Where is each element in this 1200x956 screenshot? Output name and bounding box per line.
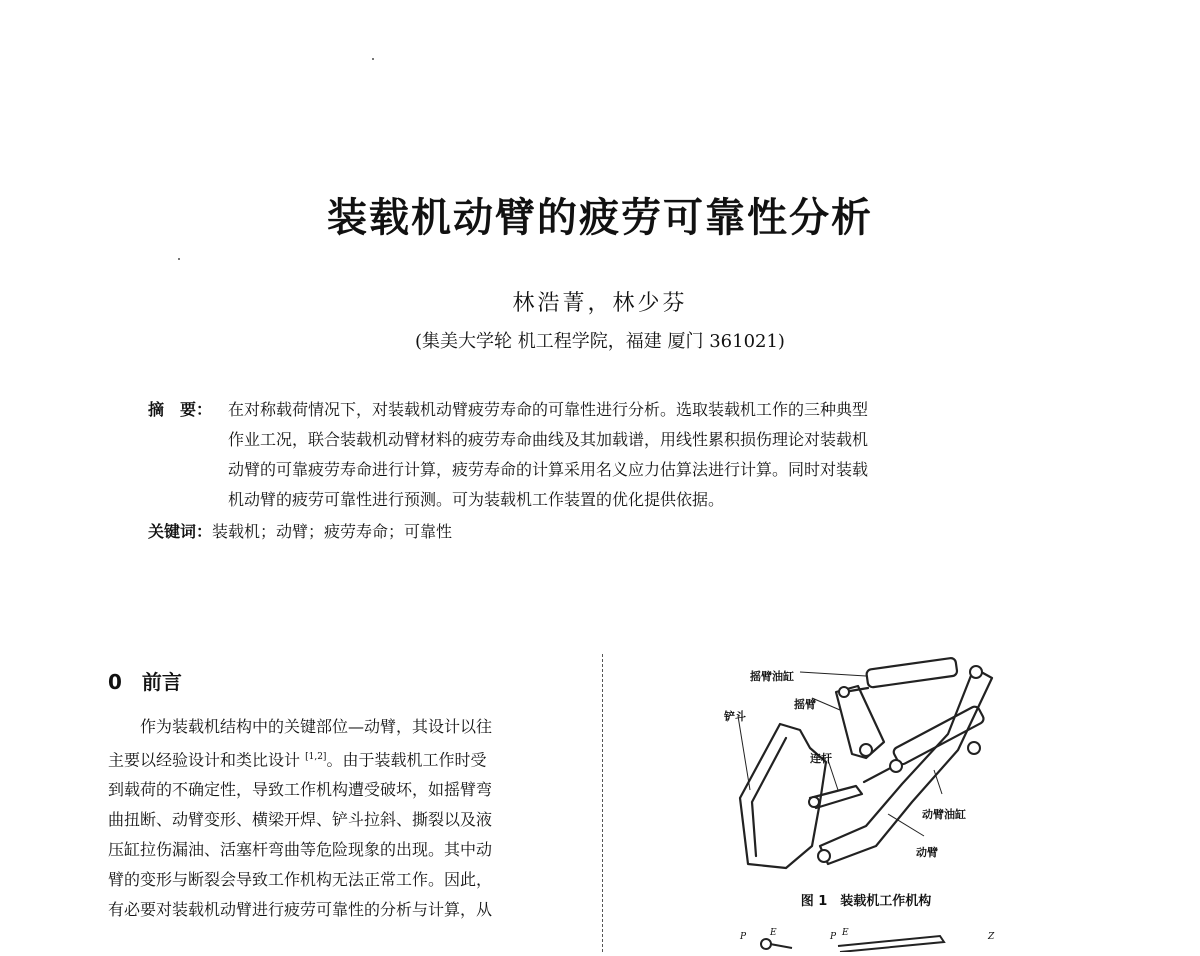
abstract-line: 在对称载荷情况下，对装载机动臂疲劳寿命的可靠性进行分析。选取装载机工作的三种典型: [228, 400, 869, 419]
leader-line: [812, 698, 840, 710]
figure-1-loader-mechanism: [716, 650, 1016, 880]
keywords-label: 关键词：: [148, 522, 213, 541]
label-link: 连杆: [810, 752, 832, 765]
abstract-line: 机动臂的疲劳可靠性进行预测。可为装载机工作装置的优化提供依据。: [228, 490, 725, 509]
figure-2-label: P: [740, 932, 747, 942]
figure-2-label: E: [770, 928, 777, 938]
label-bucket: 铲斗: [724, 710, 746, 723]
abstract-body: [228, 395, 1060, 515]
figure-1-caption: 图 1 装载机工作机构: [800, 894, 932, 909]
boom-cylinder-shape: [892, 705, 985, 766]
body-line: 臂的变形与断裂会导致工作机构无法正常工作。因此，: [108, 870, 493, 890]
column-divider: [602, 654, 603, 952]
body-line: 有必要对装载机动臂进行疲劳可靠性的分析与计算，从: [108, 900, 493, 920]
figure-2-label: Z: [988, 932, 995, 942]
figure-2-partial: [730, 930, 1030, 952]
pivot-pin: [968, 742, 980, 754]
leader-line: [800, 672, 866, 676]
abstract-row: [148, 395, 1060, 515]
pivot-pin: [839, 687, 849, 697]
scan-speck: [178, 258, 180, 260]
figure-2-bar: [770, 944, 792, 948]
abstract-line: 动臂的可靠疲劳寿命进行计算，疲劳寿命的计算采用名义应力估算法进行计算。同时对装载: [228, 460, 869, 479]
pivot-pin: [890, 760, 902, 772]
label-rocker-cylinder: 摇臂油缸: [750, 670, 794, 683]
label-boom: 动臂: [916, 846, 938, 859]
body-line: 压缸拉伤漏油、活塞杆弯曲等危险现象的出现。其中动: [108, 840, 493, 860]
section-heading: 0 前言: [108, 670, 182, 694]
citation-ref[interactable]: [1,2]: [305, 752, 327, 762]
abstract-line: 作业工况，联合装载机动臂材料的疲劳寿命曲线及其加载谱，用线性累积损伤理论对装载机: [228, 430, 869, 449]
abstract-label: 摘 要：: [148, 400, 213, 419]
keywords-row: [148, 517, 1060, 547]
body-line: 到载荷的不确定性，导致工作机构遭受破坏，如摇臂弯: [108, 780, 493, 800]
author-list: 林浩菁，林少芬: [512, 291, 688, 316]
loader-mechanism-drawing: [716, 650, 1016, 880]
abstract-block: [148, 395, 1060, 547]
scan-speck: [372, 58, 374, 60]
rocker-cylinder-shape: [866, 657, 958, 687]
label-boom-cylinder: 动臂油缸: [922, 808, 966, 821]
label-rocker: 摇臂: [794, 698, 816, 711]
paper-title: 装载机动臂的疲劳可靠性分析: [327, 195, 873, 241]
section-body: [108, 712, 580, 925]
pivot-pin: [809, 797, 819, 807]
body-line: [108, 742, 580, 775]
figure-2-arm: [838, 936, 944, 952]
keywords-text: 装载机；动臂；疲劳寿命；可靠性: [212, 522, 453, 541]
pivot-pin: [860, 744, 872, 756]
body-line-tail: 。由于装载机工作时受: [326, 750, 487, 770]
body-line-text: 主要以经验设计和类比设计: [108, 750, 301, 770]
bucket-inner-shape: [752, 738, 786, 856]
pivot-pin: [818, 850, 830, 862]
author-affiliation: (集美大学轮 机工程学院，福建 厦门 361021): [415, 331, 785, 352]
body-line: 曲扭断、动臂变形、横梁开焊、铲斗拉斜、撕裂以及液: [108, 810, 493, 830]
figure-2-pin: [761, 939, 771, 949]
pivot-pin: [970, 666, 982, 678]
figure-2-label: E: [842, 928, 849, 938]
leader-line: [738, 716, 750, 790]
body-line: 作为装载机结构中的关键部位—动臂，其设计以往: [108, 717, 493, 736]
figure-2-label: P: [830, 932, 837, 942]
